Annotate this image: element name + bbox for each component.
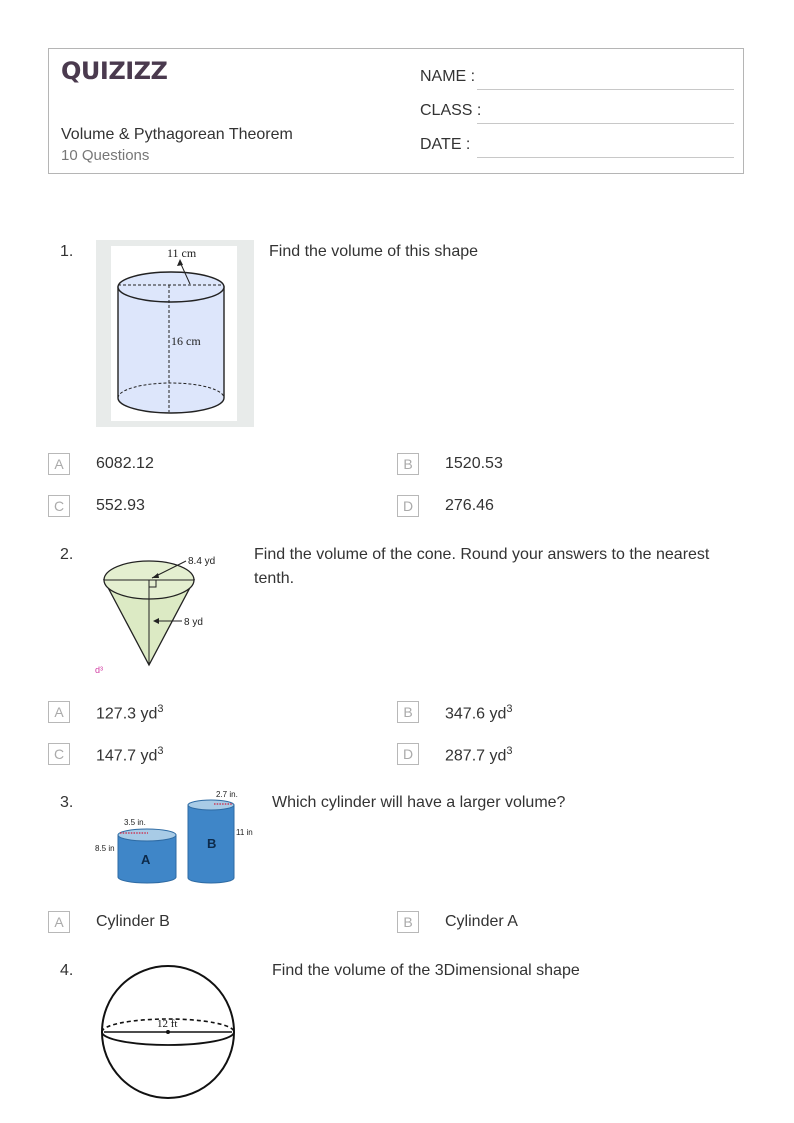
q1-option-b-letter[interactable]: B	[397, 453, 419, 475]
cylinder-a-diameter: 3.5 in.	[124, 818, 146, 827]
name-field[interactable]	[420, 66, 734, 90]
cone-height-label: 8 yd	[184, 617, 203, 628]
cone-radius-label: 8.4 yd	[188, 556, 216, 567]
cone-figure	[94, 548, 224, 678]
question-4-text: Find the volume of the 3Dimensional shape	[272, 962, 580, 979]
cylinder-a-height: 8.5 in	[95, 844, 115, 853]
cylinder-b-label: B	[207, 836, 217, 851]
class-line[interactable]	[477, 123, 734, 124]
question-3-number: 3.	[60, 794, 74, 811]
q3-option-b-letter[interactable]: B	[397, 911, 419, 933]
q2-option-b-letter[interactable]: B	[397, 701, 419, 723]
q1-option-a-letter[interactable]: A	[48, 453, 70, 475]
q3-option-a-text[interactable]: Cylinder B	[96, 913, 170, 930]
q2-option-b-text[interactable]: 347.6 $yd^3$	[445, 703, 513, 723]
name-label: NAME :	[420, 68, 476, 85]
cylinder-top-label: 11 cm	[167, 246, 197, 260]
question-3-text: Which cylinder will have a larger volume?	[272, 794, 566, 811]
question-2-text: Find the volume of the cone. Round your answers to the nearest tenth.	[254, 546, 710, 587]
date-field[interactable]	[420, 134, 734, 158]
name-line[interactable]	[477, 89, 734, 90]
q2-option-d-letter[interactable]: D	[397, 743, 419, 765]
cylinder-height-label: 16 cm	[171, 334, 201, 348]
q1-option-b-text[interactable]: 1520.53	[445, 455, 503, 472]
q3-option-b-text[interactable]: Cylinder A	[445, 913, 518, 930]
date-line[interactable]	[477, 157, 734, 158]
question-1-text: Find the volume of this shape	[269, 243, 479, 260]
question-1-number: 1.	[60, 243, 74, 260]
q2-option-c-letter[interactable]: C	[48, 743, 70, 765]
question-count: 10 Questions	[61, 147, 150, 164]
q1-option-c-text[interactable]: 552.93	[96, 497, 145, 514]
q1-option-a-text[interactable]: 6082.12	[96, 455, 154, 472]
sphere-diameter-label: 12 ft	[157, 1018, 178, 1030]
cylinder-b-height: 11 in	[236, 828, 253, 837]
worksheet-header	[48, 48, 744, 174]
quizizz-logo: QUIZIZZ	[61, 57, 168, 85]
q3-option-a-letter[interactable]: A	[48, 911, 70, 933]
question-4-number: 4.	[60, 962, 74, 979]
cone-artifact-label: d³	[95, 665, 104, 675]
class-label: CLASS :	[420, 102, 482, 119]
q1-option-d-letter[interactable]: D	[397, 495, 419, 517]
q1-option-c-letter[interactable]: C	[48, 495, 70, 517]
class-field[interactable]	[420, 100, 734, 124]
date-label: DATE :	[420, 136, 471, 153]
cylinder-figure	[96, 240, 254, 427]
two-cylinders-figure	[94, 790, 260, 890]
q1-option-d-text[interactable]: 276.46	[445, 497, 494, 514]
q2-option-c-text[interactable]: 147.7 $yd^3$	[96, 745, 164, 765]
q2-option-d-text[interactable]: 287.7 $yd^3$	[445, 745, 513, 765]
cylinder-a-label: A	[141, 852, 151, 867]
cylinder-b-diameter: 2.7 in.	[216, 790, 238, 799]
sphere-figure	[96, 962, 240, 1102]
q2-option-a-letter[interactable]: A	[48, 701, 70, 723]
question-2-number: 2.	[60, 546, 74, 563]
worksheet-title: Volume & Pythagorean Theorem	[61, 126, 293, 143]
q2-option-a-text[interactable]: 127.3 $yd^3$	[96, 703, 164, 723]
